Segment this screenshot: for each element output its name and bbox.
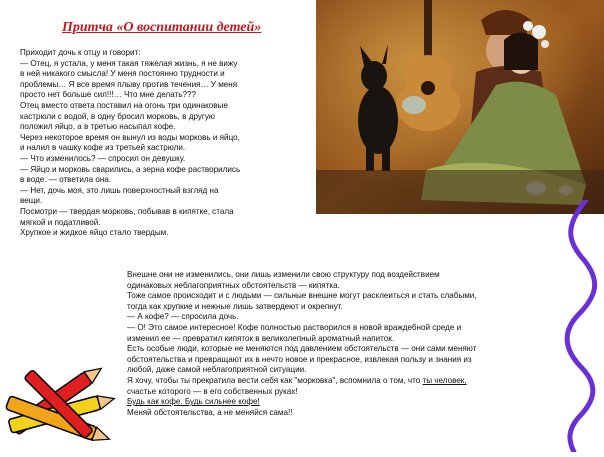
text-line: Отец вместо ответа поставил на огонь три одинаковые [20,100,228,110]
text-line [127,376,567,387]
text-line: любой, даже самой неблагоприятной ситуации. [127,365,307,375]
underlined-phrase: ты человек, [422,375,467,385]
text-line: Хрупкое и жидкое яйцо стало твердым. [20,228,169,238]
text-line: — А кофе? — спросила дочь. [127,312,239,322]
text-line: Внешне они не изменились, они лишь изменили свою структуру под воздействием [127,270,440,279]
text-line: проблемы… Я все время плыву против течения… У меня [20,79,238,89]
text-line: в воде. — ответила она. [20,175,112,185]
text-line: Меняй обстоятельства, а не меняйся сама!! [127,407,293,417]
text-line: Есть особые люди, которые не меняются под давлением обстоятельств — они сами меняют [127,344,477,354]
text-line: — О! Это самое интересное! Кофе полностью растворился в новой враждебной среде и [127,322,462,332]
page-title: Притча «О воспитании детей» [62,20,262,35]
text-line: изменил ее — превратил кипяток в великолепный ароматный напиток. [127,333,395,343]
text-line: кастрюли с водой, в одну бросил морковь, в другую [20,111,215,121]
text-line: Через некоторое время он вынул из воды морковь и яйцо, [20,132,240,142]
text-line: Будь как кофе. Будь сильнее кофе! [127,397,260,407]
text-line: — Что изменилось? — спросил он девушку. [20,153,186,163]
text-line: счастье которого — в его собственных руках! [127,386,298,396]
text-line: мягкой и податливой. [20,217,101,227]
text-line: положил яйцо, а в третью насыпал кофе. [20,122,176,132]
text-line: Приходит дочь к отцу и говорит: [20,48,141,57]
crayons-clipart [0,362,120,452]
parable-text-part-1 [20,48,302,239]
text-line: в ней никакого смысла! У меня постоянно трудности и [20,69,225,79]
text-line-part: Я хочу, чтобы ты прекратила вести себя как "морковка", вспомнила о том, что [127,375,423,385]
text-line: Посмотри — твердая морковь, побывав в кипятке, стала [20,206,234,216]
text-line: — Нет, дочь моя, это лишь поверхностный взгляд на [20,185,219,195]
text-line: просто нет больше сил!!!… Что мне делать??? [20,90,196,100]
text-line: одинаковых неблагоприятных обстоятельств — кипятка. [127,280,340,290]
text-line: — Отец, я устала, у меня такая тяжелая жизнь, я не вижу [20,58,238,68]
text-line: обстоятельства и превращают их в нечто новое и прекрасное, извлекая пользу и знания из [127,354,472,364]
text-line: и налил в чашку кофе из третьей кастрюли. [20,143,186,153]
text-line: — Яйцо и морковь сварились, а зерна кофе растворились [20,164,241,174]
parable-text-part-2 [127,270,567,418]
decorative-wave [556,200,604,452]
painting-image [316,0,604,214]
text-line: вещи. [20,196,43,206]
text-line: Тоже самое происходит и с людьми — сильные внешне могут расклеиться и стать слабыми, [127,291,477,301]
text-line: тогда как хрупкие и нежные лишь затвердеют и окрепнут. [127,301,343,311]
